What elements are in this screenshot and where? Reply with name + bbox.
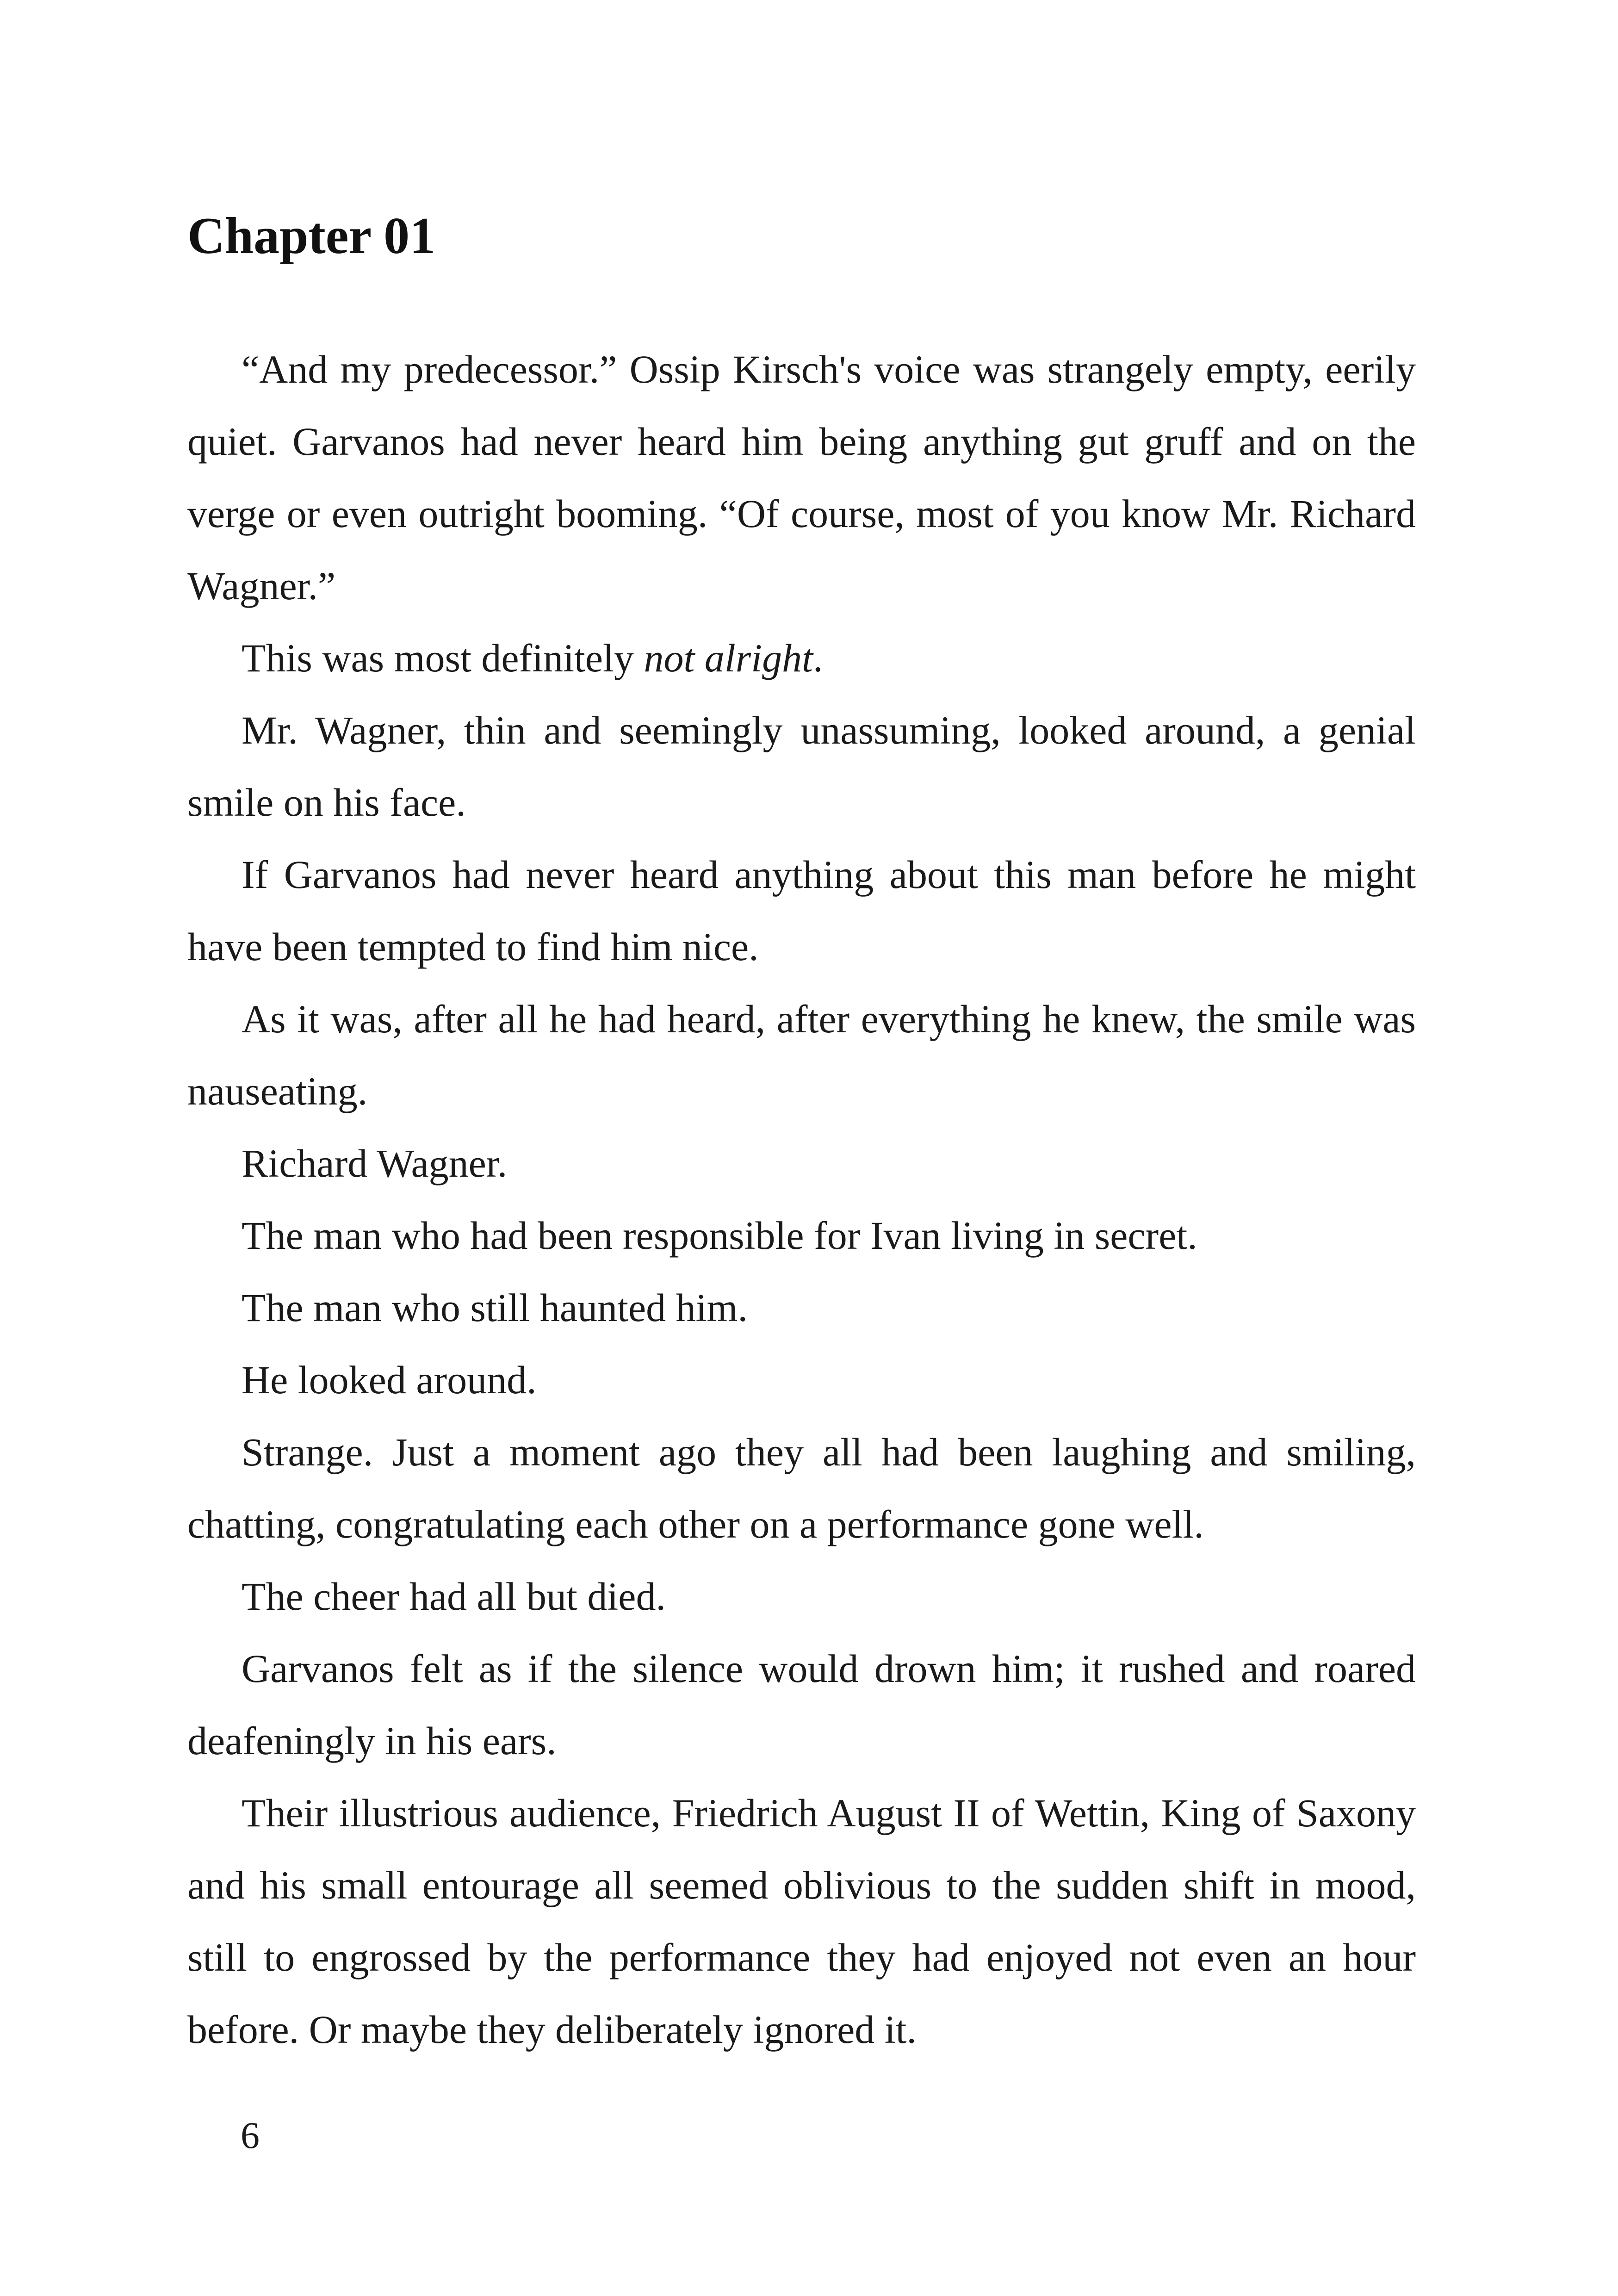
paragraph: The cheer had all but died. [242, 1574, 666, 1619]
paragraph [187, 622, 1416, 694]
paragraph-text: . [813, 636, 823, 680]
paragraph: As it was, after all he had heard, after everything he knew, the smile was nauseating. [187, 997, 1416, 1113]
paragraph: Their illustrious audience, Friedrich August II of Wettin, King of Saxony and his small entourage all seemed oblivious to the sudden shift in mood, still to engrossed by the performance they had enjoyed not even an hour before. Or maybe they deliberately ignored it. [187, 1791, 1416, 2052]
emphasized-text: not alright [644, 636, 813, 680]
paragraph: The man who still haunted him. [242, 1285, 748, 1330]
paragraph: He looked around. [242, 1358, 537, 1402]
chapter-title: Chapter 01 [187, 207, 436, 265]
paragraph: Strange. Just a moment ago they all had been laughing and smiling, chatting, congratulating each other on a performance gone well. [187, 1430, 1416, 1546]
page-number: 6 [241, 2114, 260, 2156]
paragraph: Mr. Wagner, thin and seemingly unassuming, looked around, a genial smile on his face. [187, 708, 1416, 825]
paragraph: The man who had been responsible for Ivan living in secret. [242, 1213, 1197, 1258]
paragraph-text: This was most definitely [242, 636, 644, 680]
chapter-body [187, 333, 1416, 2066]
paragraph: Richard Wagner. [242, 1141, 508, 1185]
paragraph: If Garvanos had never heard anything about this man before he might have been tempted to find him nice. [187, 852, 1416, 969]
paragraph: “And my predecessor.” Ossip Kirsch's voice was strangely empty, eerily quiet. Garvanos had never heard him being anything gut gruff and on the verge or even outright booming. “Of course, most of you know Mr. Richard Wagner.” [187, 347, 1416, 608]
paragraph: Garvanos felt as if the silence would drown him; it rushed and roared deafeningly in his ears. [187, 1646, 1416, 1763]
